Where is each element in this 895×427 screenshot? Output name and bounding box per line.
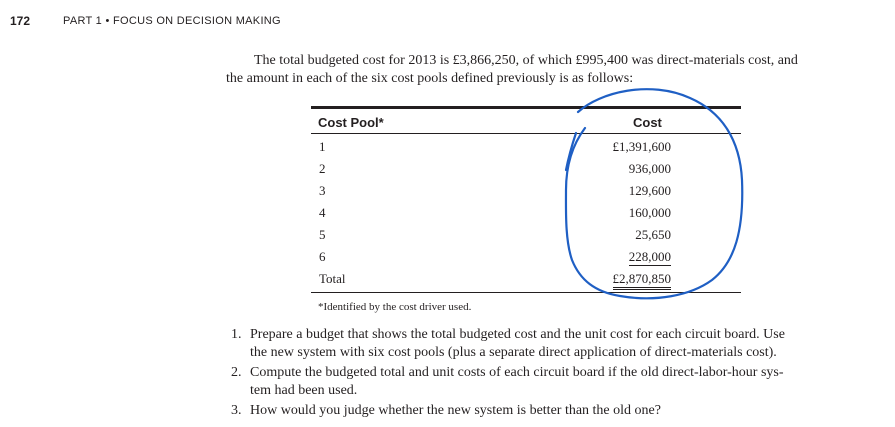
cost-cell: 25,650 xyxy=(635,227,671,242)
table-total-row xyxy=(311,271,741,293)
table-header-rule xyxy=(311,133,741,134)
table-row xyxy=(311,205,741,227)
cost-pool-cell: 6 xyxy=(319,249,326,264)
question-text-line: How would you judge whether the new system is better than the old one? xyxy=(250,403,661,418)
table-row xyxy=(311,183,741,205)
question-list xyxy=(231,326,851,422)
intro-line-2: the amount in each of the six cost pools defined previously is as follows: xyxy=(226,71,634,86)
question-item xyxy=(231,326,851,362)
intro-paragraph xyxy=(226,52,846,88)
table-row xyxy=(311,139,741,161)
cost-pool-cell: 5 xyxy=(319,227,326,242)
question-text-line: Compute the budgeted total and unit costs of each circuit board if the old direct-labor-hour sys- xyxy=(250,365,784,380)
table-bottom-rule xyxy=(311,292,741,293)
question-item xyxy=(231,364,851,400)
table-top-rule xyxy=(311,106,741,109)
cost-pool-cell: 2 xyxy=(319,161,326,176)
question-item xyxy=(231,402,851,420)
cost-pool-cell: 3 xyxy=(319,183,326,198)
question-number: 3. xyxy=(231,403,242,418)
table-row xyxy=(311,161,741,183)
cost-cell: 936,000 xyxy=(628,161,671,176)
table-footnote: *Identified by the cost driver used. xyxy=(318,301,472,313)
total-label: Total xyxy=(319,271,346,286)
column-header-cost: Cost xyxy=(633,115,662,130)
question-text-line: the new system with six cost pools (plus a separate direct application of direct-materials cost). xyxy=(250,345,777,360)
cost-pool-cell: 4 xyxy=(319,205,326,220)
cost-cell: 228,000 xyxy=(628,249,671,264)
question-number: 1. xyxy=(231,327,242,342)
question-number: 2. xyxy=(231,365,242,380)
table-row xyxy=(311,249,741,271)
question-text-line: tem had been used. xyxy=(250,383,358,398)
intro-line-1: The total budgeted cost for 2013 is £3,866,250, of which £995,400 was direct-materials cost, and xyxy=(254,53,798,68)
running-title: PART 1 • FOCUS ON DECISION MAKING xyxy=(63,15,281,27)
cost-cell: 160,000 xyxy=(628,205,671,220)
cost-cell: £1,391,600 xyxy=(612,139,671,154)
table-row xyxy=(311,227,741,249)
cost-cell: 129,600 xyxy=(628,183,671,198)
total-cost-cell: £2,870,850 xyxy=(613,271,672,290)
question-text-line: Prepare a budget that shows the total budgeted cost and the unit cost for each circuit board. Use xyxy=(250,327,785,342)
cost-pool-cell: 1 xyxy=(319,139,326,154)
column-header-cost-pool: Cost Pool* xyxy=(318,115,384,130)
page-number: 172 xyxy=(10,14,31,28)
